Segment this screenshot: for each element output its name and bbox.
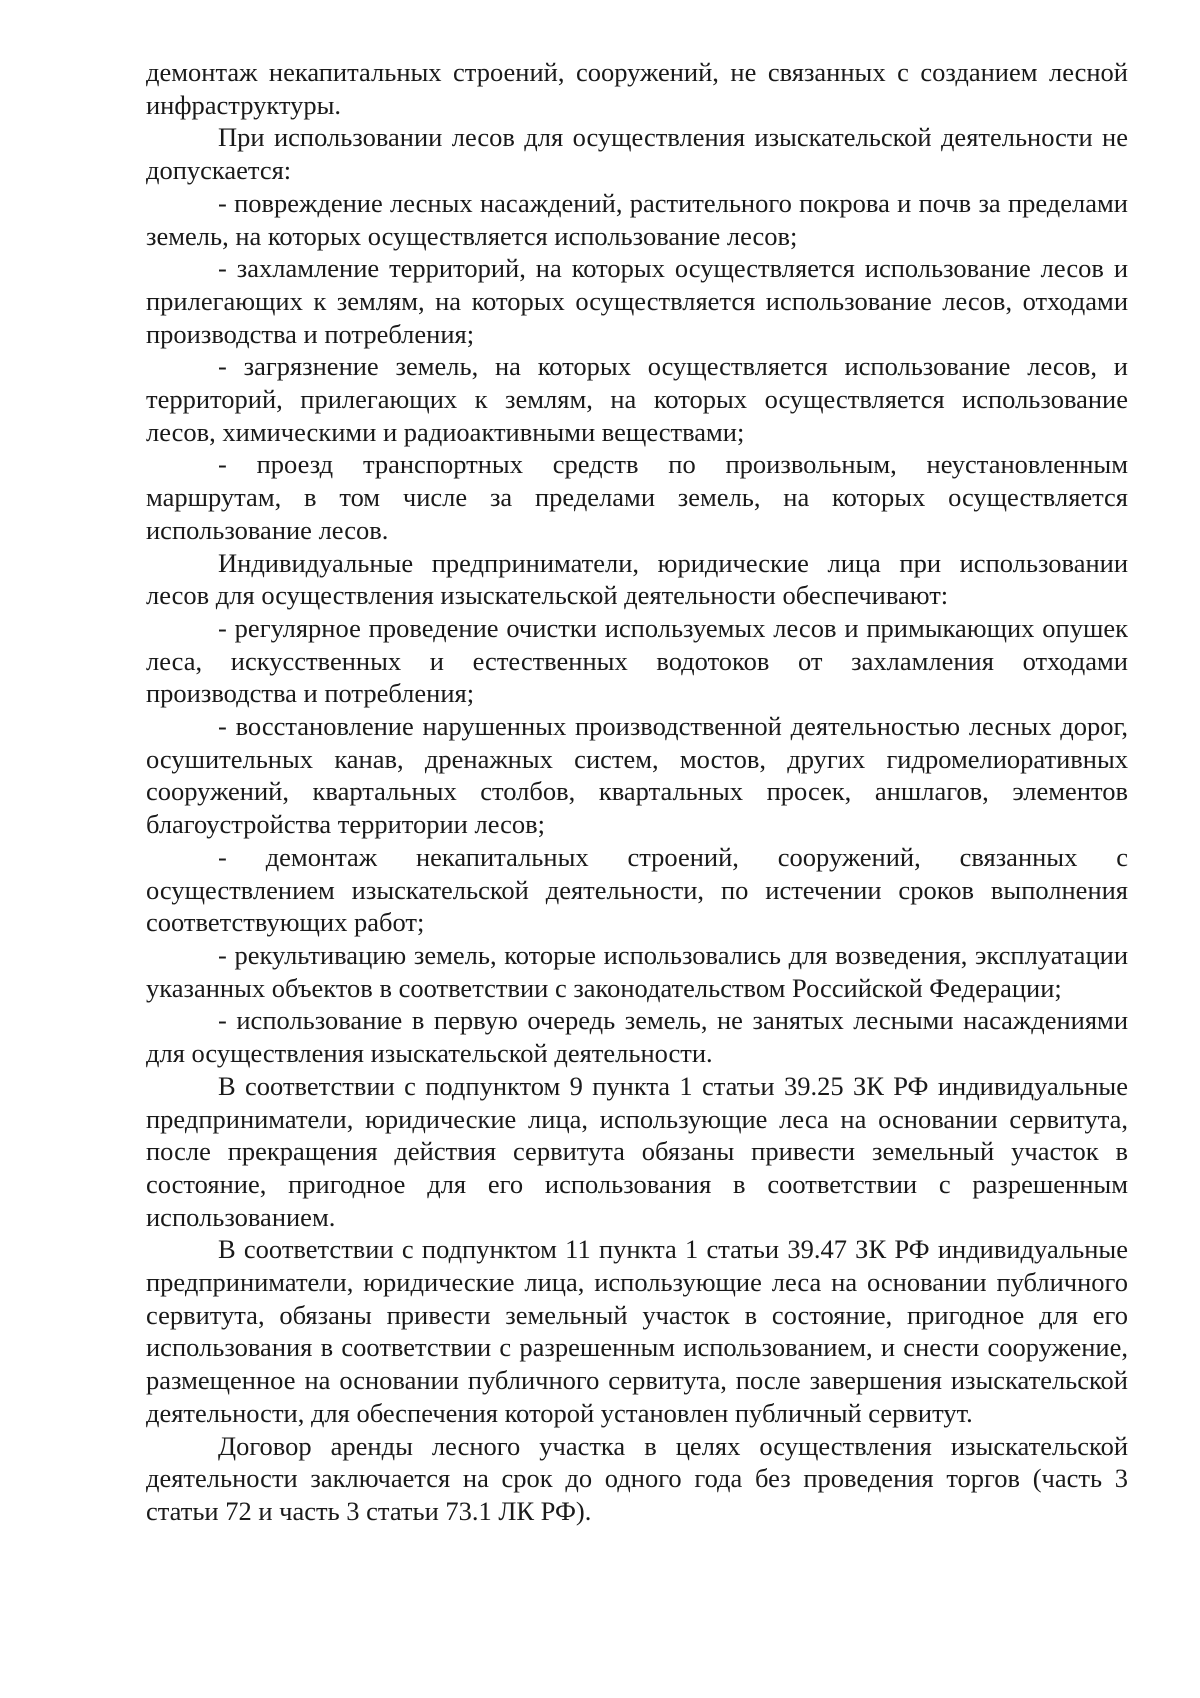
paragraph-prohibitions-intro: При использовании лесов для осуществления изыскательской деятельности не допускается: (146, 122, 1128, 186)
paragraph-servitude: В соответствии с подпунктом 9 пункта 1 статьи 39.25 ЗК РФ индивидуальные предприниматели, юридические лица, использующие леса на основании сервитута, после прекращения действия сервитута обязаны привести земельный участок в состояние, пригодное для его использования в соответствии с разрешенным использованием. (146, 1070, 1128, 1232)
list-item-damage: - повреждение лесных насаждений, растительного покрова и почв за пределами земель, на которых осуществляется использование лесов; (146, 187, 1128, 251)
list-item-vehicle-passage: - проезд транспортных средств по произвольным, неустановленным маршрутам, в том числе за пределами земель, на которых осуществляется использование лесов. (146, 449, 1128, 545)
list-item-dismantling: - демонтаж некапитальных строений, сооружений, связанных с осуществлением изыскательской деятельности, по истечении сроков выполнения соответствующих работ; (146, 841, 1128, 938)
document-page (146, 56, 1128, 1528)
list-item-land-use: - использование в первую очередь земель, не занятых лесными насаждениями для осуществления изыскательской деятельности. (146, 1005, 1128, 1069)
list-item-restoration: - восстановление нарушенных производственной деятельностью лесных дорог, осушительных канав, дренажных систем, мостов, других гидромелиоративных сооружений, квартальных столбов, квартальных просек, аншлагов, элементов благоустройства территории лесов; (146, 711, 1128, 840)
paragraph-continuation: демонтаж некапитальных строений, сооружений, не связанных с созданием лесной инфраструктуры. (146, 57, 1128, 120)
paragraph-lease-agreement: Договор аренды лесного участка в целях осуществления изыскательской деятельности заключается на срок до одного года без проведения торгов (часть 3 статьи 72 и часть 3 статьи 73.1 ЛК РФ). (146, 1430, 1128, 1526)
list-item-littering: - захламление территорий, на которых осуществляется использование лесов и прилегающих к землям, на которых осуществляется использование лесов, отходами производства и потребления; (146, 253, 1128, 349)
paragraph-public-servitude: В соответствии с подпунктом 11 пункта 1 статьи 39.47 ЗК РФ индивидуальные предприниматели, юридические лица, использующие леса на основании публичного сервитута, обязаны привести земельный участок в состояние, пригодное для его использования в соответствии с разрешенным использованием, и снести сооружение, размещенное на основании публичного сервитута, после завершения изыскательской деятельности, для обеспечения которой установлен публичный сервитут. (146, 1234, 1128, 1428)
list-item-recultivation: - рекультивацию земель, которые использовались для возведения, эксплуатации указанных объектов в соответствии с законодательством Российской Федерации; (146, 939, 1128, 1003)
list-item-pollution: - загрязнение земель, на которых осуществляется использование лесов, и территорий, прилегающих к землям, на которых осуществляется использование лесов, химическими и радиоактивными веществами; (146, 351, 1128, 447)
paragraph-obligations-intro: Индивидуальные предприниматели, юридические лица при использовании лесов для осуществления изыскательской деятельности обеспечивают: (146, 547, 1128, 611)
list-item-cleaning: - регулярное проведение очистки используемых лесов и примыкающих опушек леса, искусственных и естественных водотоков от захламления отходами производства и потребления; (146, 612, 1128, 709)
